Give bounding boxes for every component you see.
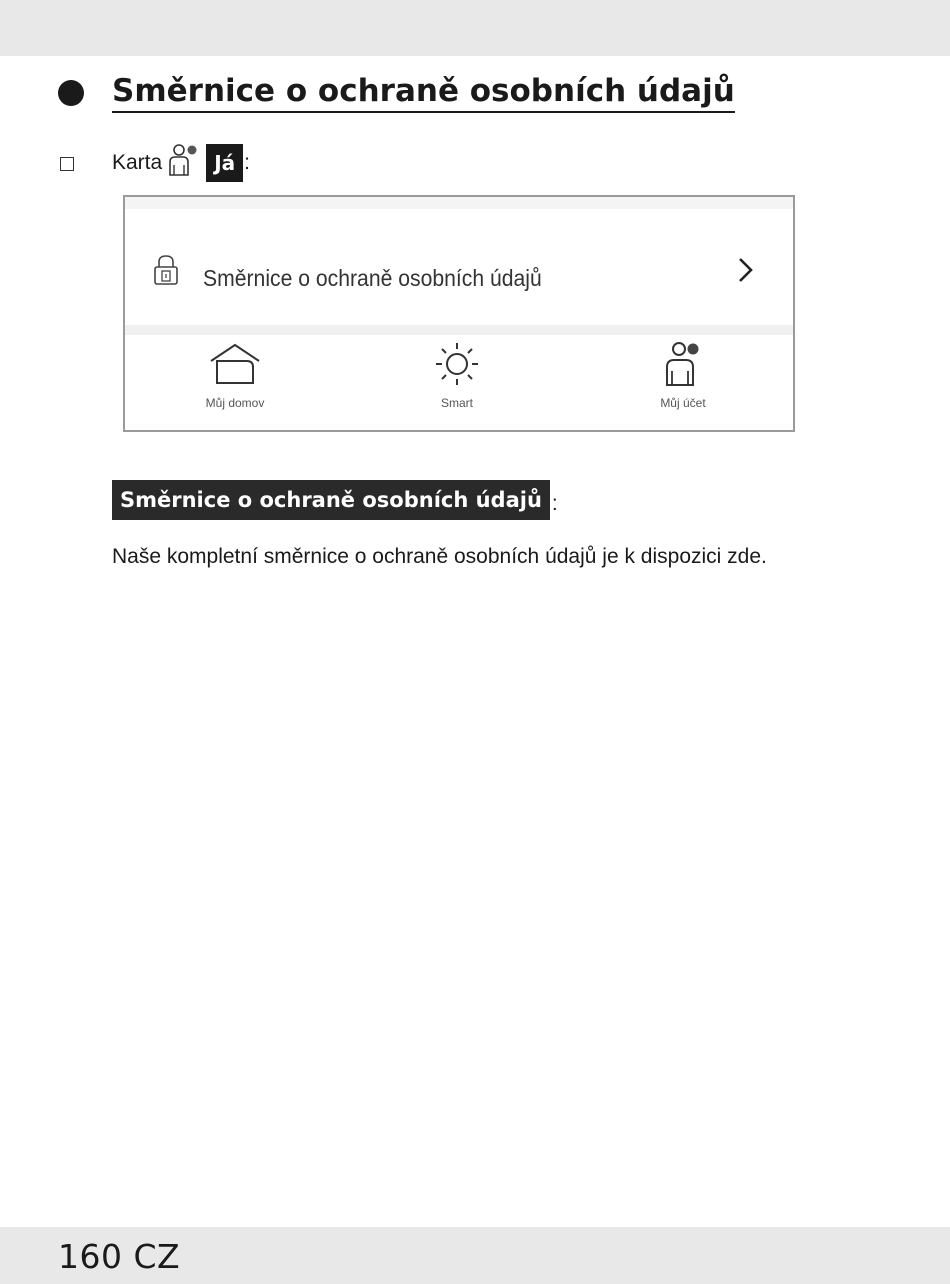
- person-icon: [168, 143, 200, 183]
- nav-item-my-home[interactable]: [165, 341, 305, 410]
- screenshot-top-strip: [125, 197, 793, 209]
- section-heading: Směrnice o ochraně osobních údajů: [112, 72, 735, 113]
- nav-label-smart: Smart: [440, 396, 473, 410]
- bottom-navigation: [125, 335, 793, 430]
- body-text: Naše kompletní směrnice o ochraně osobních údajů je k dispozici zde.: [112, 545, 767, 568]
- nav-label-my-account: Můj účet: [660, 396, 706, 410]
- privacy-policy-row-label: Směrnice o ochraně osobních údajů: [203, 265, 542, 291]
- privacy-policy-row[interactable]: [125, 209, 793, 325]
- step-instruction: [112, 143, 250, 183]
- page-number: 160 CZ: [58, 1237, 181, 1276]
- screenshot-divider: [125, 325, 793, 335]
- subsection-colon: :: [551, 492, 558, 515]
- lock-icon: [151, 253, 181, 292]
- chevron-right-icon: [735, 255, 757, 290]
- app-screenshot: [123, 195, 795, 432]
- tab-badge: Já: [206, 144, 243, 182]
- person-icon: [655, 374, 711, 391]
- nav-item-smart[interactable]: [387, 341, 527, 410]
- subsection-label: Směrnice o ochraně osobních údajů: [112, 480, 550, 520]
- section-bullet-icon: [58, 80, 84, 106]
- step-checkbox-icon: [60, 157, 74, 171]
- home-icon: [207, 374, 263, 391]
- top-band: [0, 0, 950, 56]
- step-colon: :: [244, 151, 250, 174]
- step-prefix: Karta: [112, 151, 163, 174]
- sun-icon: [429, 374, 485, 391]
- nav-label-my-home: Můj domov: [205, 396, 265, 410]
- subsection-heading: [112, 480, 558, 520]
- nav-item-my-account[interactable]: [613, 341, 753, 410]
